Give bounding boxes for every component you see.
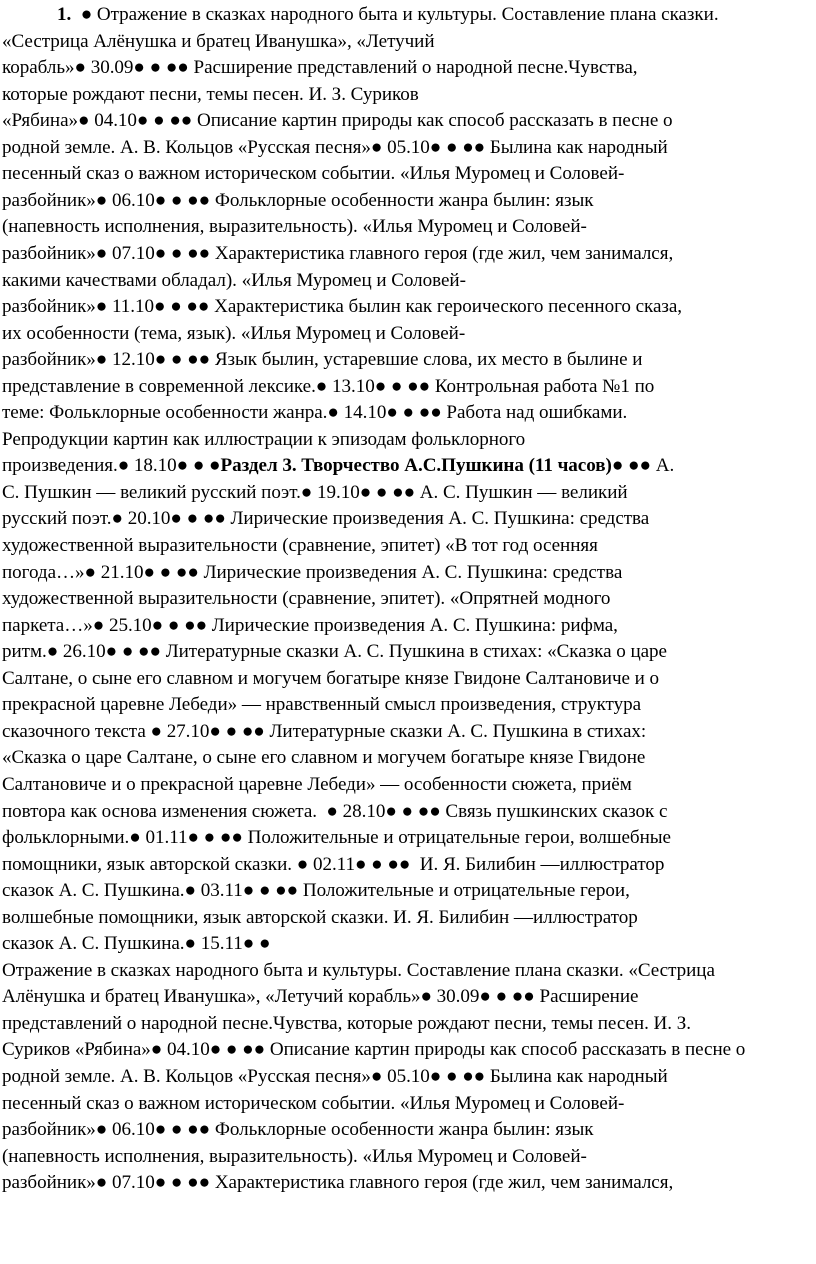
text-line bbox=[2, 613, 618, 639]
text-segment: «Сестрица Алёнушка и братец Иванушка», «Летучий bbox=[2, 30, 435, 52]
text-segment: русский поэт.● 20.10● ● ●● Лирические произведения А. С. Пушкина: средства bbox=[2, 508, 650, 530]
text-segment: представление в современной лексике.● 13.10● ● ●● Контрольная работа №1 по bbox=[2, 375, 655, 397]
text-segment: разбойник»● 06.10● ● ●● Фольклорные особенности жанра былин: язык bbox=[2, 189, 594, 211]
text-line bbox=[2, 878, 630, 904]
text-line bbox=[2, 427, 525, 453]
text-line bbox=[2, 1144, 587, 1170]
text-line bbox=[2, 1170, 673, 1196]
text-line bbox=[2, 533, 598, 559]
text-segment: повтора как основа изменения сюжета. ● 28.10● ● ●● Связь пушкинских сказок с bbox=[2, 800, 668, 822]
text-line bbox=[2, 1037, 745, 1063]
text-segment: произведения.● 18.10● ● ● bbox=[2, 455, 221, 477]
text-segment: теме: Фольклорные особенности жанра.● 14.10● ● ●● Работа над ошибками. bbox=[2, 402, 628, 424]
text-line bbox=[2, 135, 668, 161]
text-segment: Салтановиче и о прекрасной царевне Лебеди» — особенности сюжета, приём bbox=[2, 773, 632, 795]
text-line bbox=[2, 214, 587, 240]
text-line bbox=[2, 931, 270, 957]
text-line bbox=[2, 1117, 594, 1143]
text-segment: сказок А. С. Пушкина.● 03.11● ● ●● Положительные и отрицательные герои, bbox=[2, 880, 630, 902]
text-segment: «Сказка о царе Салтане, о сыне его славном и могучем богатыре князе Гвидоне bbox=[2, 747, 646, 769]
text-line bbox=[2, 347, 642, 373]
text-line bbox=[2, 1091, 624, 1117]
text-line bbox=[2, 29, 435, 55]
text-line bbox=[2, 294, 682, 320]
text-line bbox=[2, 321, 465, 347]
text-segment: фольклорными.● 01.11● ● ●● Положительные и отрицательные герои, волшебные bbox=[2, 827, 671, 849]
text-line bbox=[2, 719, 646, 745]
text-segment: разбойник»● 11.10● ● ●● Характеристика былин как героического песенного сказа, bbox=[2, 296, 683, 318]
text-segment: Алёнушка и братец Иванушка», «Летучий корабль»● 30.09● ● ●● Расширение bbox=[2, 986, 639, 1008]
text-line bbox=[2, 506, 649, 532]
text-segment: родной земле. А. В. Кольцов «Русская песня»● 05.10● ● ●● Былина как народный bbox=[2, 136, 668, 158]
first-line-text: ● Отражение в сказках народного быта и культуры. Составление плана сказки. bbox=[80, 4, 719, 25]
text-segment: которые рождают песни, темы песен. И. З. Суриков bbox=[2, 83, 419, 105]
text-line bbox=[2, 560, 622, 586]
text-line bbox=[2, 108, 672, 134]
text-segment: С. Пушкин — великий русский поэт.● 19.10● ● ●● А. С. Пушкин — великий bbox=[2, 481, 628, 503]
section-heading: Раздел 3. Творчество А.С.Пушкина (11 часов) bbox=[220, 455, 612, 477]
text-segment: их особенности (тема, язык). «Илья Муромец и Соловей- bbox=[2, 322, 466, 344]
text-segment: разбойник»● 12.10● ● ●● Язык былин, устаревшие слова, их место в былине и bbox=[2, 349, 643, 371]
text-segment: художественной выразительности (сравнение, эпитет) «В тот год осенняя bbox=[2, 535, 598, 556]
text-segment: разбойник»● 06.10● ● ●● Фольклорные особенности жанра былин: язык bbox=[2, 1119, 594, 1141]
text-segment: Отражение в сказках народного быта и культуры. Составление плана сказки. «Сестрица bbox=[2, 959, 715, 981]
text-segment: какими качествами обладал). «Илья Муромец и Соловей- bbox=[2, 269, 466, 291]
text-line bbox=[2, 984, 638, 1010]
text-line bbox=[2, 586, 610, 612]
text-line bbox=[2, 639, 667, 665]
text-line bbox=[2, 188, 594, 214]
text-line bbox=[2, 905, 638, 931]
text-segment: прекрасной царевне Лебеди» — нравственный смысл произведения, структура bbox=[2, 694, 642, 716]
text-segment: разбойник»● 07.10● ● ●● Характеристика главного героя (где жил, чем занимался, bbox=[2, 1172, 674, 1194]
text-segment: художественной выразительности (сравнение, эпитет). «Опрятней модного bbox=[2, 588, 611, 610]
text-segment: песенный сказ о важном историческом событии. «Илья Муромец и Соловей- bbox=[2, 163, 625, 185]
text-segment: разбойник»● 07.10● ● ●● Характеристика главного героя (где жил, чем занимался, bbox=[2, 242, 674, 264]
text-line bbox=[2, 241, 673, 267]
text-line bbox=[2, 453, 674, 479]
text-line bbox=[2, 1064, 668, 1090]
text-segment: представлений о народной песне.Чувства, которые рождают песни, темы песен. И. З. bbox=[2, 1012, 691, 1034]
text-line bbox=[2, 825, 671, 851]
text-line bbox=[2, 374, 654, 400]
text-segment: песенный сказ о важном историческом событии. «Илья Муромец и Соловей- bbox=[2, 1092, 625, 1114]
text-segment: помощники, язык авторской сказки. ● 02.11● ● ●● И. Я. Билибин —иллюстратор bbox=[2, 853, 665, 875]
text-line bbox=[2, 692, 641, 718]
list-number: 1. bbox=[57, 4, 72, 25]
text-line bbox=[2, 799, 667, 825]
text-segment: корабль»● 30.09● ● ●● Расширение представлений о народной песне.Чувства, bbox=[2, 57, 638, 79]
text-segment: «Рябина»● 04.10● ● ●● Описание картин природы как способ рассказать в песне о bbox=[2, 110, 673, 132]
text-segment: (напевность исполнения, выразительность). «Илья Муромец и Соловей- bbox=[2, 1145, 587, 1167]
text-segment: погода…»● 21.10● ● ●● Лирические произведения А. С. Пушкина: средства bbox=[2, 561, 623, 583]
text-segment: родной земле. А. В. Кольцов «Русская песня»● 05.10● ● ●● Былина как народный bbox=[2, 1066, 668, 1087]
text-segment: паркета…»● 25.10● ● ●● Лирические произведения А. С. Пушкина: рифма, bbox=[2, 614, 618, 636]
text-segment: сказок А. С. Пушкина.● 15.11● ● bbox=[2, 933, 271, 955]
text-segment: Суриков «Рябина»● 04.10● ● ●● Описание картин природы как способ рассказать в песне о bbox=[2, 1039, 746, 1061]
text-line bbox=[57, 2, 719, 28]
text-line bbox=[2, 55, 637, 81]
text-segment: волшебные помощники, язык авторской сказки. И. Я. Билибин —иллюстратор bbox=[2, 906, 638, 928]
text-line bbox=[2, 1011, 691, 1037]
text-segment: сказочного текста ● 27.10● ● ●● Литературные сказки А. С. Пушкина в стихах: bbox=[2, 720, 647, 742]
text-line bbox=[2, 772, 632, 798]
text-line bbox=[2, 745, 645, 771]
text-line bbox=[2, 268, 466, 294]
text-segment: ритм.● 26.10● ● ●● Литературные сказки А. С. Пушкина в стихах: «Сказка о царе bbox=[2, 641, 667, 663]
text-line bbox=[2, 480, 628, 506]
text-segment: Салтане, о сыне его славном и могучем богатыре князе Гвидоне Салтановиче и о bbox=[2, 667, 660, 689]
text-segment: ● ●● А. bbox=[611, 455, 675, 477]
text-line bbox=[2, 400, 627, 426]
text-line bbox=[2, 666, 659, 692]
text-segment: Репродукции картин как иллюстрации к эпизодам фольклорного bbox=[2, 428, 526, 450]
text-line bbox=[2, 852, 664, 878]
text-segment: (напевность исполнения, выразительность). «Илья Муромец и Соловей- bbox=[2, 216, 587, 238]
text-line bbox=[2, 82, 419, 108]
text-line bbox=[2, 161, 624, 187]
text-line bbox=[2, 958, 715, 984]
